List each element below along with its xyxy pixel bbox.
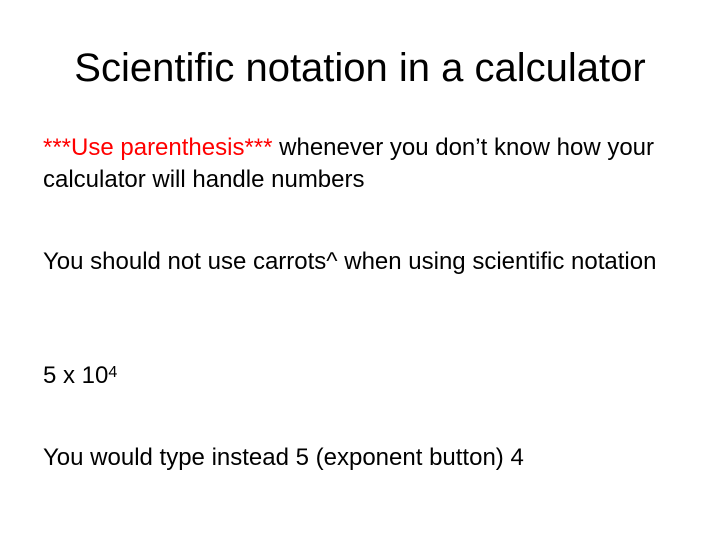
example-base: 5 x 10 xyxy=(43,362,109,389)
highlight-text: ***Use parenthesis*** xyxy=(43,134,273,161)
paragraph-instruction: You would type instead 5 (exponent button) 4 xyxy=(43,444,524,471)
slide-title: Scientific notation in a calculator xyxy=(74,46,646,90)
example-exponent: 4 xyxy=(108,364,118,381)
paragraph-text: whenever you don’t know how your calculator will handle numbers xyxy=(43,134,655,193)
paragraph-carrots: You should not use carrots^ when using scientific notation xyxy=(43,248,657,275)
paragraph-example xyxy=(43,360,683,392)
paragraph-parenthesis xyxy=(43,132,683,196)
